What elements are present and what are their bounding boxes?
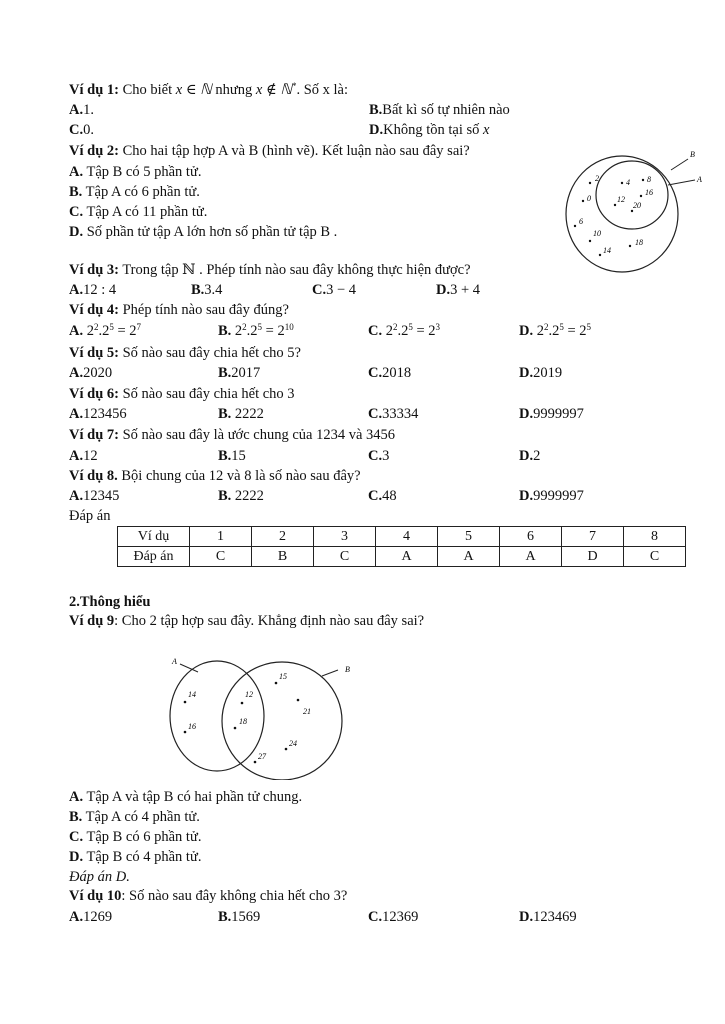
table-cell: 1 [190, 527, 252, 547]
ex7-option-a: A.12 [69, 448, 98, 464]
svg-text:16: 16 [188, 722, 196, 731]
ex3-option-d: D.3 + 4 [436, 282, 481, 298]
ex5-option-b: B.2017 [218, 365, 261, 381]
set-a-ellipse [596, 161, 668, 229]
ex1-title: Ví dụ 1: [69, 82, 119, 98]
table-row [118, 547, 686, 567]
ex1-option-b: B.Bất kì số tự nhiên nào [369, 102, 510, 118]
set-a-ellipse [170, 661, 264, 771]
ex5-option-d: D.2019 [519, 365, 563, 381]
label-b: B [690, 150, 695, 159]
ex8-option-c: C.48 [368, 488, 397, 504]
ex1-question [69, 81, 348, 99]
ex9-option-c: C. Tập B có 6 phần tử. [69, 829, 202, 845]
svg-text:14: 14 [603, 246, 611, 255]
ex9-answer: Đáp án D. [69, 869, 130, 885]
ex10-question: Ví dụ 10: Số nào sau đây không chia hết cho 3? [69, 888, 348, 904]
table-cell: 6 [500, 527, 562, 547]
table-cell: 7 [562, 527, 624, 547]
table-row [118, 527, 686, 547]
svg-text:24: 24 [289, 739, 297, 748]
ex6-option-a: A.123456 [69, 406, 127, 422]
ex1-math-sup: * [291, 81, 297, 91]
ex7-question: Ví dụ 7: Số nào sau đây là ước chung của 1234 và 3456 [69, 427, 396, 443]
ex9-option-d: D. Tập B có 4 phần tử. [69, 849, 202, 865]
ex6-option-d: D.9999997 [519, 406, 584, 422]
ex8-option-a: A.12345 [69, 488, 120, 504]
ex2-question: Ví dụ 2: Cho hai tập hợp A và B (hình vẽ). Kết luận nào sau đây sai? [69, 143, 470, 159]
ex1-option-c: C.0. [69, 122, 94, 138]
ex3-option-c: C.3 − 4 [312, 282, 357, 298]
ex4-option-b: B. $2^2.2^5 = 2^{10}$ [218, 322, 294, 339]
svg-text:27: 27 [258, 752, 266, 761]
svg-text:18: 18 [635, 238, 643, 247]
ex6-question: Ví dụ 6: Số nào sau đây chia hết cho 3 [69, 386, 295, 402]
svg-text:0: 0 [587, 194, 591, 203]
ex7-option-b: B.15 [218, 448, 246, 464]
ex2-venn-diagram [555, 140, 715, 280]
table-cell: 3 [314, 527, 376, 547]
ex8-option-d: D.9999997 [519, 488, 584, 504]
table-cell: Ví dụ [118, 527, 190, 547]
ex6-option-b: B. 2222 [218, 406, 264, 422]
ex9-option-a: A. Tập A và tập B có hai phần tử chung. [69, 789, 303, 805]
ex3-question: Ví dụ 3: Trong tập ℕ . Phép tính nào sau đây không thực hiện được? [69, 262, 471, 278]
ex2-option-c: C. Tập A có 11 phần tử. [69, 204, 208, 220]
ex10-option-b: B.1569 [218, 909, 261, 925]
ex1-math: x ∉ ℕ [255, 82, 292, 98]
label-a: A [172, 657, 177, 666]
ex9-option-b: B. Tập A có 4 phần tử. [69, 809, 200, 825]
ex1-option-a: A.1. [69, 102, 94, 118]
svg-text:16: 16 [645, 188, 653, 197]
ex5-option-a: A.2020 [69, 365, 113, 381]
table-cell: 4 [376, 527, 438, 547]
ex1-text: . Số x là: [296, 82, 348, 98]
ex2-option-d: D. Số phần tử tập A lớn hơn số phần tử tập B . [69, 224, 338, 240]
section-heading: 2.Thông hiểu [69, 594, 151, 610]
table-cell: 2 [252, 527, 314, 547]
svg-text:10: 10 [593, 229, 601, 238]
table-cell: A [376, 547, 438, 567]
table-cell: Đáp án [118, 547, 190, 567]
ex2-option-b: B. Tập A có 6 phần tử. [69, 184, 200, 200]
ex5-question: Ví dụ 5: Số nào sau đây chia hết cho 5? [69, 345, 301, 361]
table-cell: C [190, 547, 252, 567]
ex4-option-c: C. $2^2.2^5 = 2^3$ [368, 322, 441, 339]
ex7-option-d: D.2 [519, 448, 541, 464]
svg-text:12: 12 [245, 690, 253, 699]
svg-text:4: 4 [626, 178, 630, 187]
answer-table [117, 526, 686, 567]
ex10-option-a: A.1269 [69, 909, 113, 925]
table-cell: C [314, 547, 376, 567]
ex3-option-b: B.3.4 [191, 282, 223, 298]
table-cell: A [500, 547, 562, 567]
ex1-math: x ∈ ℕ [175, 82, 212, 98]
svg-text:18: 18 [239, 717, 247, 726]
svg-text:21: 21 [303, 707, 311, 716]
ex9-venn-diagram [160, 650, 370, 780]
svg-text:12: 12 [617, 195, 625, 204]
ex3-option-a: A.12 : 4 [69, 282, 117, 298]
svg-text:6: 6 [579, 217, 583, 226]
svg-text:2: 2 [595, 174, 599, 183]
ex8-option-b: B. 2222 [218, 488, 264, 504]
ex8-question: Ví dụ 8. Bội chung của 12 và 8 là số nào sau đây? [69, 468, 361, 484]
ex9-question: Ví dụ 9: Cho 2 tập hợp sau đây. Khẳng định nào sau đây sai? [69, 613, 425, 629]
ex1-text: Cho biết [118, 82, 176, 98]
ex4-option-a: A. $2^2.2^5 = 2^7$ [69, 322, 142, 339]
ex1-text: nhưng [211, 82, 256, 98]
table-cell: 8 [624, 527, 686, 547]
svg-text:15: 15 [279, 672, 287, 681]
ex7-option-c: C.3 [368, 448, 390, 464]
table-cell: 5 [438, 527, 500, 547]
ex2-option-a: A. Tập B có 5 phần tử. [69, 164, 202, 180]
ex4-option-d: D. $2^2.2^5 = 2^5$ [519, 322, 592, 339]
svg-text:14: 14 [188, 690, 196, 699]
ex6-option-c: C.33334 [368, 406, 419, 422]
table-cell: A [438, 547, 500, 567]
ex4-question: Ví dụ 4: Phép tính nào sau đây đúng? [69, 302, 289, 318]
ex10-option-d: D.123469 [519, 909, 577, 925]
ex1-option-d: D.Không tồn tại số x [369, 122, 490, 138]
table-cell: D [562, 547, 624, 567]
answer-label: Đáp án [69, 508, 111, 524]
svg-text:20: 20 [633, 201, 641, 210]
ex5-option-c: C.2018 [368, 365, 412, 381]
label-b: B [345, 665, 350, 674]
ex10-option-c: C.12369 [368, 909, 419, 925]
label-a: A [697, 175, 702, 184]
table-cell: B [252, 547, 314, 567]
table-cell: C [624, 547, 686, 567]
svg-text:8: 8 [647, 175, 651, 184]
